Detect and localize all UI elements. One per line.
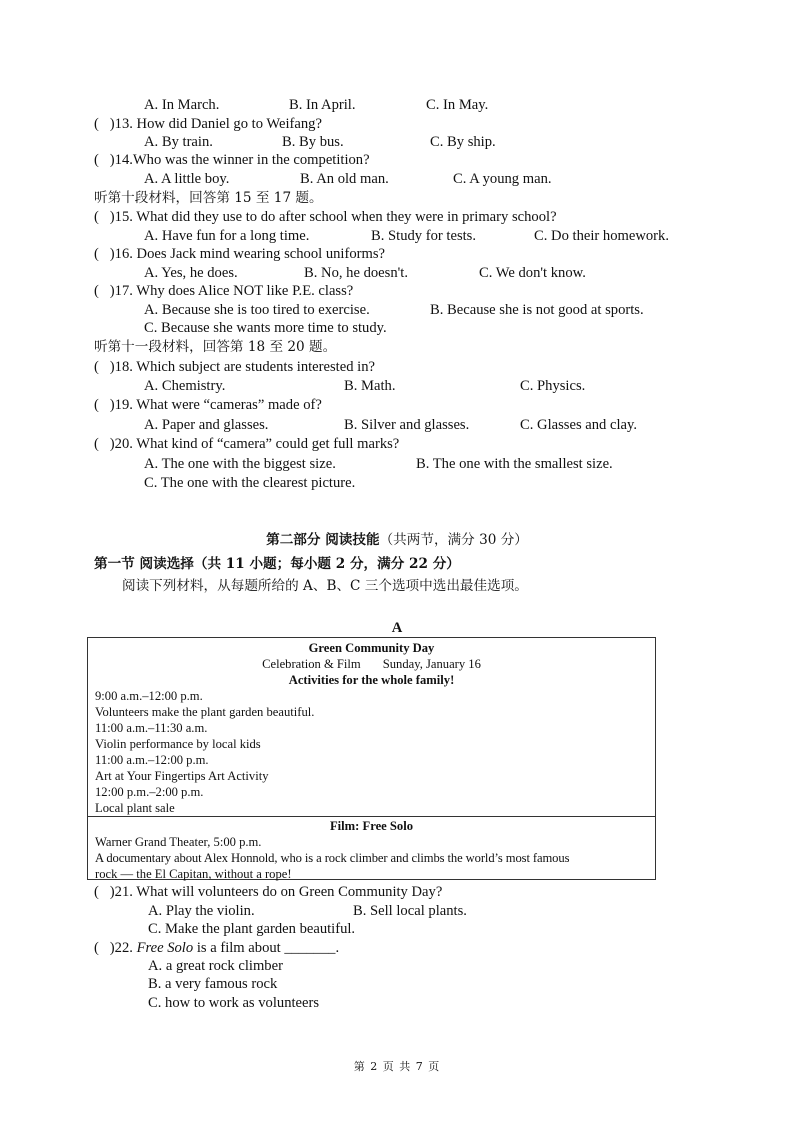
notice-date: Sunday, January 16 [382,657,481,671]
q18-option-b: B. Math. [344,378,396,394]
schedule-activity-2: Violin performance by local kids [95,737,261,751]
q21-stem: ( )21. What will volunteers do on Green Community Day? [94,884,443,900]
q21-option-b: B. Sell local plants. [353,903,467,919]
section-11-heading: 听第十一段材料，回答第 18 至 20 题。 [94,339,337,355]
part-2-heading-score: （共两节，满分 30 分） [379,532,528,548]
q14-option-a: A. A little boy. [144,171,230,187]
notice-subtitle-event: Celebration & Film [262,657,361,671]
q20-stem: ( )20. What kind of “camera” could get full marks? [94,436,400,452]
q19-option-b: B. Silver and glasses. [344,417,470,433]
part-2-heading-title: 第二部分 阅读技能 [266,532,380,548]
q12-option-b: B. In April. [289,97,356,113]
schedule-time-4: 12:00 p.m.–2:00 p.m. [95,785,204,799]
q18-stem: ( )18. Which subject are students interested in? [94,359,375,375]
q22-stem [94,939,339,957]
q20-option-b: B. The one with the smallest size. [416,456,613,472]
section-10-heading: 听第十段材料，回答第 15 至 17 题。 [94,190,323,206]
q13-option-a: A. By train. [144,134,213,150]
q13-stem: ( )13. How did Daniel go to Weifang? [94,116,322,132]
q15-option-a: A. Have fun for a long time. [144,228,310,244]
q17-option-c: C. Because she wants more time to study. [144,320,387,336]
q18-option-a: A. Chemistry. [144,378,226,394]
notice-title: Green Community Day [308,641,435,655]
q20-option-a: A. The one with the biggest size. [144,456,336,472]
q20-option-c: C. The one with the clearest picture. [144,475,356,491]
q19-option-a: A. Paper and glasses. [144,417,269,433]
q14-option-b: B. An old man. [300,171,389,187]
q13-option-b: B. By bus. [282,134,344,150]
section-1-heading: 第一节 阅读选择（共 11 小题；每小题 2 分，满分 22 分） [94,556,460,572]
schedule-activity-1: Volunteers make the plant garden beautiful. [95,705,315,719]
part-2-heading [0,531,794,549]
q22-film-title: Free Solo [136,940,194,956]
q12-option-a: A. In March. [144,97,220,113]
schedule-time-1: 9:00 a.m.–12:00 p.m. [95,689,203,703]
q17-stem: ( )17. Why does Alice NOT like P.E. class? [94,283,354,299]
q16-option-a: A. Yes, he does. [144,265,238,281]
film-place: Warner Grand Theater, 5:00 p.m. [95,835,262,849]
q16-stem: ( )16. Does Jack mind wearing school uniforms? [94,246,385,262]
q15-option-b: B. Study for tests. [371,228,476,244]
q21-option-a: A. Play the violin. [148,903,255,919]
q13-option-c: C. By ship. [430,134,496,150]
q19-option-c: C. Glasses and clay. [520,417,637,433]
q17-option-a: A. Because she is too tired to exercise. [144,302,370,318]
schedule-time-2: 11:00 a.m.–11:30 a.m. [95,721,208,735]
q16-option-b: B. No, he doesn't. [304,265,408,281]
q18-option-c: C. Physics. [520,378,586,394]
schedule-activity-3: Art at Your Fingertips Art Activity [95,769,269,783]
q22-option-c: C. how to work as volunteers [148,995,320,1011]
q15-option-c: C. Do their homework. [534,228,669,244]
q22-option-b: B. a very famous rock [148,976,278,992]
reading-instruction: 阅读下列材料，从每题所给的 A、B、C 三个选项中选出最佳选项。 [122,578,528,594]
page-footer: 第 2 页 共 7 页 [353,1060,441,1073]
q19-stem: ( )19. What were “cameras” made of? [94,397,322,413]
notice-subtitle [88,656,655,672]
q22-stem-suffix: is a film about _______. [193,940,340,956]
notice-divider [88,816,655,817]
q16-option-c: C. We don't know. [479,265,586,281]
passage-label: A [391,620,403,636]
notice-box [87,637,656,880]
q22-option-a: A. a great rock climber [148,958,283,974]
schedule-time-3: 11:00 a.m.–12:00 p.m. [95,753,209,767]
q15-stem: ( )15. What did they use to do after school when they were in primary school? [94,209,557,225]
q14-stem: ( )14.Who was the winner in the competition? [94,152,370,168]
q21-option-c: C. Make the plant garden beautiful. [148,921,356,937]
film-description-line-1: A documentary about Alex Honnold, who is a rock climber and climbs the world’s most famous [95,851,570,865]
film-title: Film: Free Solo [329,819,413,833]
q17-option-b: B. Because she is not good at sports. [430,302,644,318]
q12-option-c: C. In May. [426,97,489,113]
q14-option-c: C. A young man. [453,171,552,187]
film-description-line-2: rock — the El Capitan, without a rope! [95,867,292,881]
schedule-activity-4: Local plant sale [95,801,175,815]
q22-stem-prefix: ( )22. [94,940,137,956]
notice-tagline: Activities for the whole family! [288,673,455,687]
